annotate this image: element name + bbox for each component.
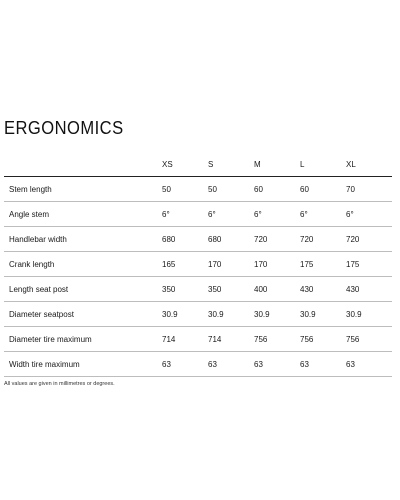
table-cell: 714 xyxy=(208,327,254,352)
table-cell: 30.9 xyxy=(300,302,346,327)
table-cell: 400 xyxy=(254,277,300,302)
table-cell: 6° xyxy=(162,202,208,227)
table-cell: 63 xyxy=(162,352,208,377)
table-cell: 60 xyxy=(254,177,300,202)
table-cell: 720 xyxy=(254,227,300,252)
page-title: ERGONOMICS xyxy=(4,118,124,138)
table-cell: 6° xyxy=(300,202,346,227)
table-cell: 170 xyxy=(208,252,254,277)
row-label: Diameter seatpost xyxy=(4,302,162,327)
row-label: Crank length xyxy=(4,252,162,277)
table-row xyxy=(4,202,392,227)
footnote: All values are given in millimetres or degrees. xyxy=(4,381,115,387)
table-cell: 350 xyxy=(208,277,254,302)
header-label-cell xyxy=(4,152,162,177)
table-cell: 50 xyxy=(162,177,208,202)
table-cell: 63 xyxy=(254,352,300,377)
ergonomics-table xyxy=(4,152,392,377)
table-cell: 70 xyxy=(346,177,392,202)
table-cell: 756 xyxy=(254,327,300,352)
table-cell: 63 xyxy=(346,352,392,377)
table-cell: 165 xyxy=(162,252,208,277)
table-cell: 756 xyxy=(300,327,346,352)
table-cell: 6° xyxy=(346,202,392,227)
table-cell: 680 xyxy=(208,227,254,252)
row-label: Diameter tire maximum xyxy=(4,327,162,352)
table-row xyxy=(4,277,392,302)
table-cell: 720 xyxy=(300,227,346,252)
table-header-row xyxy=(4,152,392,177)
table-cell: 63 xyxy=(208,352,254,377)
table-cell: 350 xyxy=(162,277,208,302)
table-row xyxy=(4,227,392,252)
table-row xyxy=(4,327,392,352)
table-row xyxy=(4,177,392,202)
table-cell: 63 xyxy=(300,352,346,377)
table-row xyxy=(4,352,392,377)
table-cell: 30.9 xyxy=(162,302,208,327)
size-header: L xyxy=(300,152,346,177)
table-row xyxy=(4,252,392,277)
table-cell: 720 xyxy=(346,227,392,252)
table-cell: 714 xyxy=(162,327,208,352)
table-cell: 756 xyxy=(346,327,392,352)
table-cell: 30.9 xyxy=(208,302,254,327)
table-cell: 6° xyxy=(254,202,300,227)
row-label: Angle stem xyxy=(4,202,162,227)
table-row xyxy=(4,302,392,327)
row-label: Width tire maximum xyxy=(4,352,162,377)
size-header: XL xyxy=(346,152,392,177)
table-cell: 50 xyxy=(208,177,254,202)
size-header: M xyxy=(254,152,300,177)
row-label: Length seat post xyxy=(4,277,162,302)
table-cell: 6° xyxy=(208,202,254,227)
table-cell: 430 xyxy=(346,277,392,302)
table-cell: 430 xyxy=(300,277,346,302)
table-cell: 30.9 xyxy=(346,302,392,327)
table-cell: 30.9 xyxy=(254,302,300,327)
row-label: Stem length xyxy=(4,177,162,202)
table-cell: 60 xyxy=(300,177,346,202)
size-header: S xyxy=(208,152,254,177)
table-cell: 680 xyxy=(162,227,208,252)
table-cell: 175 xyxy=(300,252,346,277)
row-label: Handlebar width xyxy=(4,227,162,252)
table-cell: 170 xyxy=(254,252,300,277)
table-cell: 175 xyxy=(346,252,392,277)
size-header: XS xyxy=(162,152,208,177)
